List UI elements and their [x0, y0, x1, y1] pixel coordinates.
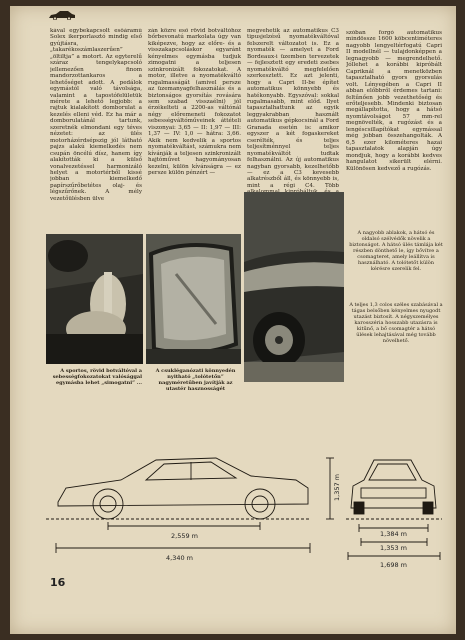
length-label: 4,340 m	[166, 554, 194, 562]
width-label: 1,698 m	[380, 561, 408, 569]
gear-lever-photo	[46, 234, 143, 364]
height-label: 1,357 m	[333, 473, 341, 501]
caption-interior: A teljes 1,3 colos széles szabásával a tágas belsőben kényelmes nyugodt utazást biztosít. A négyszemélyes karosszéria hosszabb utazásra is kitűnő, a bő csomagtér a hátsó ülések lehajtásával még tovább növelhető.	[349, 302, 443, 344]
caption-gear-lever: A sportos, rövid botváltóval a sebességfokozatokat valósággal egymásba lehet „simogatni” ...	[52, 368, 142, 386]
text-column-3: megvehetik az automatikus C3 tipusjelzésű nyomatékváltóval felszerelt változatot is. Ez a nyomaték — amelyet a Ford Bordeaux-i üzemben tervezetek — fejlesztett egy eredeti zsebes nyomatékváltó megfelelően szerkesztett. Ez azt jelenti, hogy a Capri II-be építet automatikus könnyebb és hatékonyabb. Egyszóval: sokkal rugalmasabb, mint előd. Ilyet tapasztalhattunk az egyik leggyakrabban használt automatikus gépkocsinál a Ford Granada esetén is: amikor egyszer a két fogaskereket cserélték, és teljes teljesítménnyel teljes nyomatékváltót tudtak felhasználni. Az új automatikus nagyban gyorsabb, kezelhetőbb — ez a C3 kevesebb alkatrészből áll, és könnyebb is, mint a régi C4. Több	[247, 28, 339, 189]
text-column-2: zán közre eső rövid botváltóhoz bőrbevonatú markolata úgy van kiképezve, hogy az előre- és a visszakapcsoláskor egyaránt kényelmes egymásba tudjuk zimogatni a teljesen szinkronizált fokozatokat. A motor, illetve a nyomatékváltó rugalmasságát (amivel persze az üzemanyagfelhasználás és a biztonságos gyorsítás rovására sem szabad visszaélni) jól érzékelteti a 2200-as váltónál négy előremeneti fokozatot sebességváltóműveinek áttételi viszonyai: 3,65 — II: 1,97 — III: 1,37 — IV: 1,0 — hátra: 3,66. Akik nem kedvelik a sportos nyomatékváltást, számukra nem kívánják a teljesen szinkronizált hajtóművet hagyományosan kezelni, külön kívánságra — ez persze külön pénzért —	[148, 28, 241, 176]
sunroof-photo	[146, 234, 241, 364]
text-column-1: kával egybekapcsolt esőáramú Solex ikerporlasztó mindig első gyújtásra, „takarékoszámlaszerűen” „öltiltja” a motort. Az egyterelű száraz tengelykapcsoló jellemezően finom mandorzottankaros a lehetőséget adott. A pedálok egymástól való távolsága, valamint a tapostófelületük mérete a lehető legjobb: a rajtuk kialakított domborulat a kezelés elleni véd. Ez ha már a domborulatánál tartunk, szeretnék elmondani egy téves nézetet: az ülés motorházérdsépszig jól látható pajzs alakú kiemelkedés nem csupán öncélú dísz, hanem így alakították ki a külső vonalvezetéssel harmonizáló helyet a motortérből kissé jobban kiemelkedő papírszűrőbetétes olaj- és légszűrőnek. A mély vezetőülésben ülve	[50, 28, 142, 202]
wheelbase-label: 2,559 m	[171, 532, 199, 540]
car-rear-photo	[244, 192, 344, 382]
text-column-4: szóban forgó automatikus mindössze 1600 köbcentiméteres nagyobb lengyeltérfogatú Capri II modellnél — tulajdonképpen a legnagyobb — megrendelhető. Jóllehet a korábbi kipróbált Capriknál a menetközben tapasztalható gyors gyorsulás volt. Lényegében a Capri II abban előbbről érdemes tartani: feltűnően jobb vezethetőség és erőteljesebb. Mindenki biztosan megállapította, hogy a hátsó nyomtávolságot 57 mm-rel megnövelték, a rugózást és a lengéscsillapítókat egymással még jobban összehangolták. A 6,5 ezer kilométeres hazai tapasztalatok alapján úgy mondjuk, hogy a korábbi kedves hangulatot sikerült elérni. Különösen kedvező a rugózás.	[346, 30, 442, 172]
car-silhouette-icon	[48, 10, 76, 20]
page-number: 16	[50, 576, 66, 589]
car-dimension-drawing	[46, 436, 446, 596]
caption-windows: A nagyobb ablakok, a hátsó és oldalsó szélvédők növelik a biztonságot. A hátsó ülés támlája két részben dönthető le, így bővítve a csomagteret, amely leállítva is használható. A tolótetőt külön kérésre szerelik fel.	[349, 230, 443, 272]
magazine-page	[10, 6, 456, 634]
front-track-label: 1,384 m	[380, 530, 408, 538]
rear-track-label: 1,353 m	[380, 544, 408, 552]
caption-sunroof: A csukléganózati könnyedén nyitható „tolótetőn” nagyméretűben javítják az utastér hasznosságét	[155, 368, 236, 392]
